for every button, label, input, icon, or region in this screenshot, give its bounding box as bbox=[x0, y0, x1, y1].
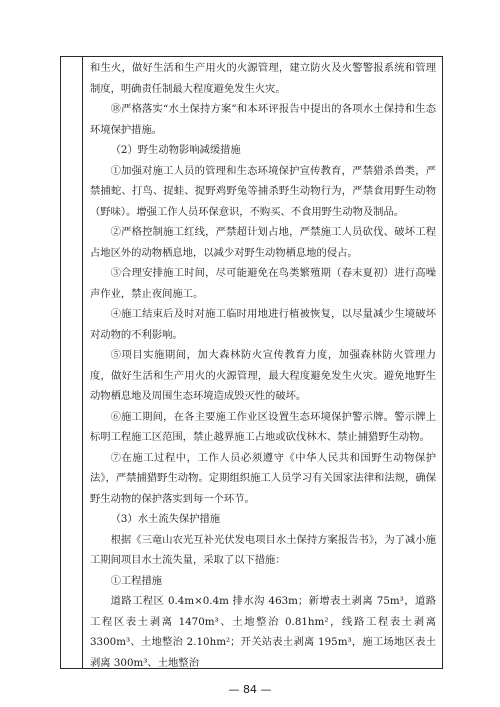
paragraph: 和生火，做好生活和生产用火的火源管理，建立防火及火警警报系统和管理制度，明确责任制最大程度避免发生火灾。 bbox=[90, 62, 436, 95]
page-number: — 84 — bbox=[228, 683, 272, 696]
table-column-divider bbox=[82, 56, 83, 669]
paragraph: ⑤项目实施期间，加大森林防火宣传教育力度，加强森林防火管理力度，做好生活和生产用火的火源管理，最大程度避免发生火灾。避免地野生动物栖息地及周围生态环境造成毁灭性的破坏。 bbox=[90, 349, 436, 402]
paragraph: 根据《三竜山农光互补光伏发电项目水土保持方案报告书》，为了减小施工期间项目水土流失量，采取了以下措施： bbox=[90, 533, 436, 566]
paragraph: ⑱严格落实“水土保持方案”和本环评报告中提出的各项水土保持和生态环境保护措施。 bbox=[90, 103, 436, 136]
paragraph: ②严格控制施工红线，严禁超计划占地，严禁施工人员砍伐、破坏工程占地区外的动物栖息地，以减少对野生动物栖息地的侵占。 bbox=[90, 226, 436, 259]
paragraph: ③合理安排施工时间，尽可能避免在鸟类繁殖期（春末夏初）进行高噪声作业，禁止夜间施工。 bbox=[90, 267, 436, 300]
paragraph: ④施工结束后及时对施工临时用地进行植被恢复，以尽量减少生境破坏对动物的不利影响。 bbox=[90, 308, 436, 341]
section-heading: （3）水土流失保护措施 bbox=[110, 513, 221, 525]
paragraph: ①加强对施工人员的管理和生态环境保护宣传教育，严禁猎杀兽类，严禁捕蛇、打鸟、捉蛙、捉野鸡野兔等捕杀野生动物行为，严禁食用野生动物（野味）。增强工作人员环保意识，不购买、不食用野生动物及制品。 bbox=[90, 164, 436, 218]
section-heading: （2）野生动物影响减缓措施 bbox=[110, 144, 241, 156]
paragraph: ⑥施工期间，在各主要施工作业区设置生态环境保护警示牌。警示牌上标明工程施工区范围，禁止越界施工占地或砍伐林木、禁止捕猎野生动物。 bbox=[90, 410, 436, 443]
paragraph: 道路工程区 0.4m×0.4m 排水沟 463m；新增表土剥离 75m³，道路工程区表土剥离 1470m³、土地整治 0.81hm²，线路工程表土剥离 3300m³、土地整治 2.10hm²；开关站表土剥离 195m³，施工场地区表土剥离 300m³、土地整治 bbox=[90, 595, 436, 669]
subsection-heading: ①工程措施 bbox=[110, 574, 163, 587]
document-body bbox=[90, 58, 436, 673]
paragraph: ⑦在施工过程中，工作人员必须遵守《中华人民共和国野生动物保护法》，严禁捕猎野生动物。定期组织施工人员学习有关国家法律和法规，确保野生动物的保护落实到每一个环节。 bbox=[90, 451, 436, 505]
